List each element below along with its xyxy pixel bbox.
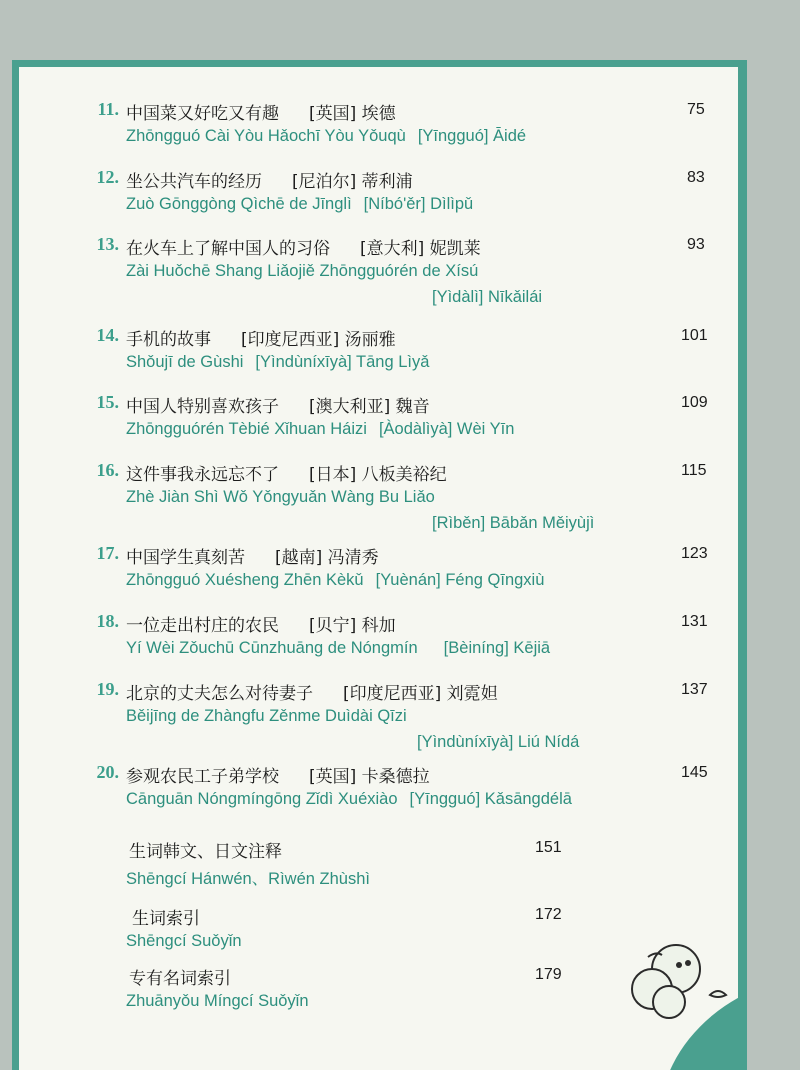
entry-pinyin-author: [Yīngguó] Kǎsāngdélā [409, 790, 572, 808]
entry-author: [贝宁] 科加 [309, 616, 396, 636]
entry-title: 参观农民工子弟学校 [英国] 卡桑德拉 [126, 767, 430, 787]
entry-title: 在火车上了解中国人的习俗 [意大利] 妮凯莱 [126, 239, 481, 259]
entry-title: 坐公共汽车的经历 [尼泊尔] 蒂利浦 [126, 172, 413, 192]
entry-page-number: 131 [681, 613, 708, 630]
entry-pinyin-author: [Bèiníng] Kējiā [443, 639, 551, 657]
entry-pinyin-author: [Yuènán] Féng Qīngxiù [375, 571, 545, 589]
entry-pinyin-author: [Níbó'ěr] Dìlìpǔ [363, 195, 474, 213]
entry-title: 手机的故事 [印度尼西亚] 汤丽雅 [126, 330, 396, 350]
entry-title: 这件事我永远忘不了 [日本] 八板美裕纪 [126, 465, 447, 485]
entry-pinyin: Běijīng de Zhàngfu Zěnme Duìdài Qīzi [126, 707, 407, 725]
entry-page-number: 137 [681, 681, 708, 698]
table-of-contents-page [12, 60, 747, 1070]
entry-pinyin: Cānguān Nóngmíngōng Zǐdì Xuéxiào [Yīngguó] Kǎsāngdélā [126, 790, 572, 808]
entry-pinyin-author: [Yīngguó] Āidé [417, 127, 527, 145]
entry-pinyin: Zhōngguó Xuésheng Zhēn Kèkǔ [Yuènán] Féng Qīngxiù [126, 571, 545, 589]
entry-author: [尼泊尔] 蒂利浦 [292, 172, 413, 192]
entry-author: [越南] 冯清秀 [275, 548, 379, 568]
entry-page-number: 101 [681, 327, 708, 344]
entry-pinyin: Zhōngguórén Tèbié Xǐhuan Háizi [Àodàlìyà] Wèi Yīn [126, 420, 515, 438]
entry-author: [意大利] 妮凯莱 [360, 239, 481, 259]
entry-number: 20. [96, 762, 119, 782]
entry-author: [印度尼西亚] 汤丽雅 [241, 330, 396, 350]
entry-page-number: 109 [681, 394, 708, 411]
entry-number: 15. [96, 392, 119, 412]
appendix-title: 专有名词索引 [129, 969, 231, 989]
entry-page-number: 93 [687, 236, 705, 253]
appendix-page-number: 179 [535, 966, 562, 983]
entry-pinyin-author: [Rìběn] Bābǎn Měiyùjì [432, 514, 595, 532]
appendix-title: 生词索引 [132, 909, 200, 929]
entry-author: [日本] 八板美裕纪 [309, 465, 447, 485]
entry-page-number: 115 [681, 462, 707, 479]
entry-pinyin-author: [Yìndùníxīyà] Tāng Lìyǎ [255, 353, 430, 371]
entry-number: 13. [96, 234, 119, 254]
cartoon-character-illustration [624, 937, 734, 1027]
entry-number: 14. [96, 325, 119, 345]
entry-author: [澳大利亚] 魏音 [309, 397, 430, 417]
entry-page-number: 145 [681, 764, 708, 781]
entry-pinyin: Shǒujī de Gùshi [Yìndùníxīyà] Tāng Lìyǎ [126, 353, 430, 371]
entry-pinyin: Zuò Gōnggòng Qìchē de Jīnglì [Níbó'ěr] Dìlìpǔ [126, 195, 474, 213]
entry-author: [英国] 埃德 [309, 104, 396, 124]
entry-number: 17. [96, 543, 119, 563]
entry-number: 18. [96, 611, 119, 631]
entry-number: 19. [96, 679, 119, 699]
entry-page-number: 123 [681, 545, 708, 562]
entry-page-number: 75 [687, 101, 705, 118]
entry-pinyin-author: [Yìdàlì] Nīkǎilái [432, 288, 543, 306]
appendix-title: 生词韩文、日文注释 [129, 842, 282, 862]
entry-pinyin: Zhōngguó Cài Yòu Hǎochī Yòu Yǒuqù [Yīngguó] Āidé [126, 127, 527, 145]
entry-title: 中国人特别喜欢孩子 [澳大利亚] 魏音 [126, 397, 430, 417]
appendix-page-number: 172 [535, 906, 562, 923]
entry-pinyin-author: [Àodàlìyà] Wèi Yīn [378, 420, 515, 438]
entry-author: [英国] 卡桑德拉 [309, 767, 430, 787]
appendix-pinyin: Shēngcí Hánwén、Rìwén Zhùshì [126, 870, 370, 888]
entry-pinyin: Zài Huǒchē Shang Liǎojiě Zhōngguórén de Xísú [126, 262, 479, 280]
entry-pinyin-author: [Yìndùníxīyà] Liú Nídá [417, 733, 580, 751]
entry-pinyin: Yí Wèi Zǒuchū Cūnzhuāng de Nóngmín [Bèiníng] Kējiā [126, 639, 551, 657]
entry-number: 11. [97, 99, 119, 119]
entry-author: [印度尼西亚] 刘霓妲 [343, 684, 498, 704]
entry-number: 16. [96, 460, 119, 480]
entry-title: 北京的丈夫怎么对待妻子 [印度尼西亚] 刘霓妲 [126, 684, 498, 704]
entry-title: 中国学生真刻苦 [越南] 冯清秀 [126, 548, 379, 568]
entry-pinyin: Zhè Jiàn Shì Wǒ Yǒngyuǎn Wàng Bu Liǎo [126, 488, 435, 506]
entry-title: 一位走出村庄的农民 [贝宁] 科加 [126, 616, 396, 636]
appendix-pinyin: Zhuānyǒu Míngcí Suǒyǐn [126, 992, 309, 1010]
entry-number: 12. [96, 167, 119, 187]
appendix-pinyin: Shēngcí Suǒyǐn [126, 932, 242, 950]
appendix-page-number: 151 [535, 839, 562, 856]
entry-page-number: 83 [687, 169, 705, 186]
entry-title: 中国菜又好吃又有趣 [英国] 埃德 [126, 104, 396, 124]
